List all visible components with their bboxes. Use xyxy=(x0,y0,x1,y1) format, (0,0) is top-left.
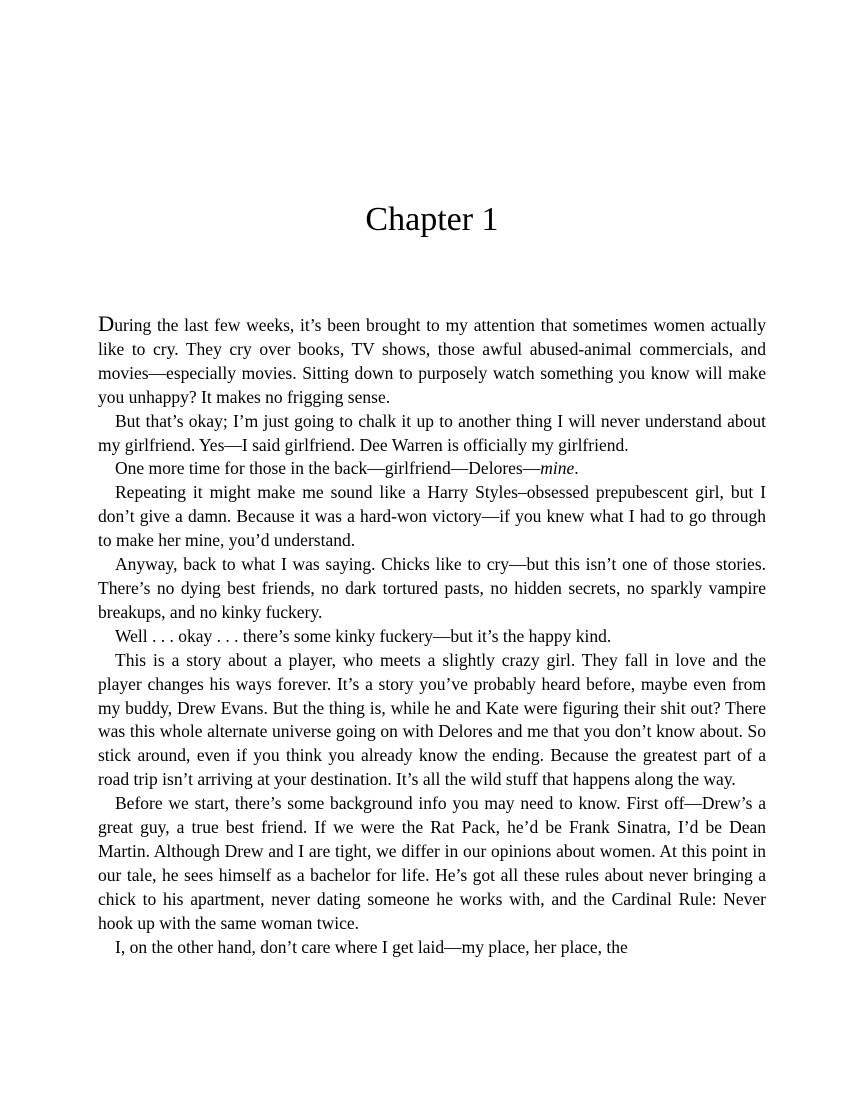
paragraph xyxy=(98,457,766,481)
paragraph xyxy=(98,936,766,960)
paragraph xyxy=(98,649,766,792)
body-text-run: One more time for those in the back—girlfriend—Delores— xyxy=(115,458,541,479)
paragraph xyxy=(98,625,766,649)
body-text-run: uring the last few weeks, it’s been brought to my attention that sometimes women actually like to cry. They cry over books, TV shows, those awful abused-animal commercials, and movies—especially movies. Sitting down to purposely watch something you know will make you unhappy? It makes no frigging sense. xyxy=(98,315,766,407)
lead-capital: D xyxy=(98,311,115,336)
chapter-body xyxy=(98,313,766,959)
emphasized-text: mine xyxy=(540,458,575,479)
paragraph xyxy=(98,313,766,410)
paragraph xyxy=(98,410,766,458)
chapter-title: Chapter 1 xyxy=(365,201,499,238)
body-text-run: Repeating it might make me sound like a Harry Styles–obsessed prepubescent girl, but I don’t give a damn. Because it was a hard-won victory—if you knew what I had to go through to make her mine, you’d understand. xyxy=(98,482,766,551)
body-text-run: . xyxy=(574,458,579,479)
body-text-run: Before we start, there’s some background info you may need to know. First off—Drew’s a great guy, a true best friend. If we were the Rat Pack, he’d be Frank Sinatra, I’d be Dean Martin. Although Drew and I are tight, we differ in our opinions about women. At this point in our tale, he sees himself as a bachelor for life. He’s got all these rules about never bringing a chick to his apartment, never dating someone he works with, and the Cardinal Rule: Never hook up with the same woman twice. xyxy=(98,793,766,933)
body-text-run: Well . . . okay . . . there’s some kinky fuckery—but it’s the happy kind. xyxy=(115,625,612,646)
body-text-run: This is a story about a player, who meets a slightly crazy girl. They fall in love and the player changes his ways forever. It’s a story you’ve probably heard before, maybe even from my buddy, Drew Evans. But the thing is, while he and Kate were figuring their shit out? There was this whole alternate universe going on with Delores and me that you don’t know about. So stick around, even if you think you already know the ending. Because the greatest part of a road trip isn’t arriving at your destination. It’s all the wild stuff that happens along the way. xyxy=(98,649,766,790)
body-text-run: But that’s okay; I’m just going to chalk it up to another thing I will never understand about my girlfriend. Yes—I said girlfriend. Dee Warren is officially my girlfriend. xyxy=(98,410,766,455)
paragraph xyxy=(98,481,766,553)
paragraph xyxy=(98,553,766,625)
paragraph xyxy=(98,792,766,935)
body-text-run: I, on the other hand, don’t care where I get laid—my place, her place, the xyxy=(115,936,628,957)
body-text-run: Anyway, back to what I was saying. Chicks like to cry—but this isn’t one of those stories. There’s no dying best friends, no dark tortured pasts, no hidden secrets, no sparkly vampire breakups, and no kinky fuckery. xyxy=(98,554,766,622)
